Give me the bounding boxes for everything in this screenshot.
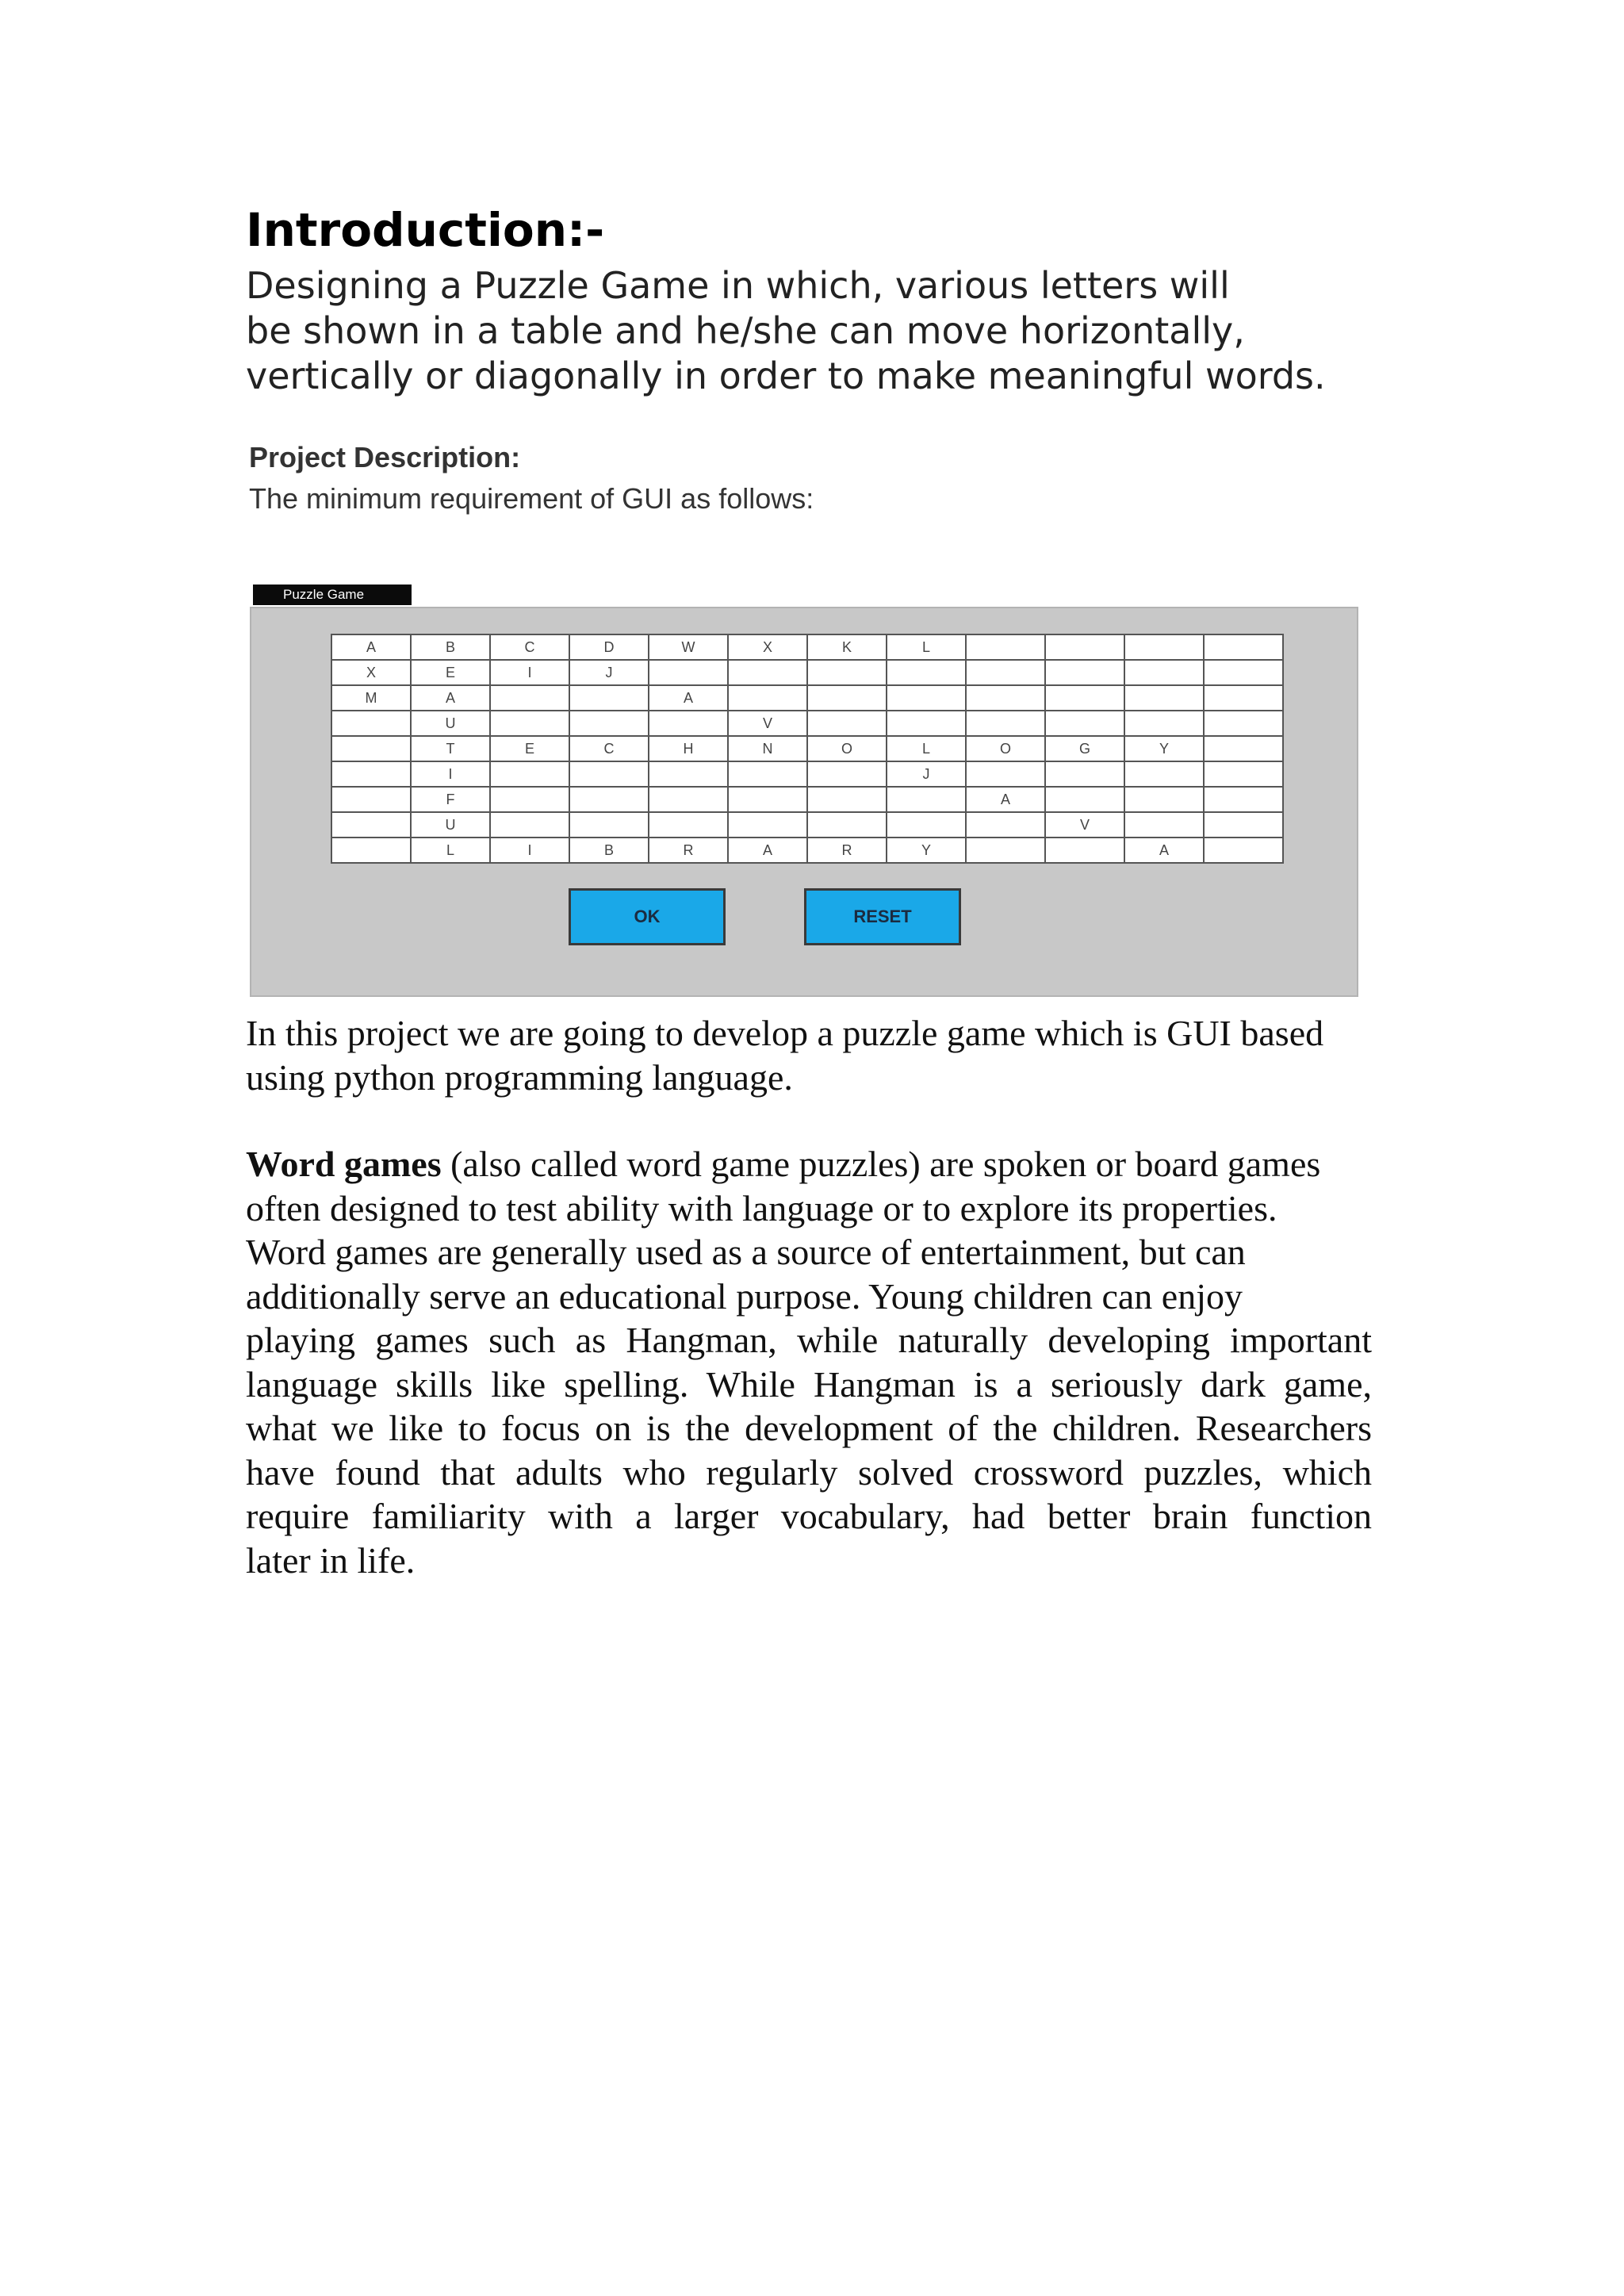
grid-row bbox=[331, 736, 1283, 761]
grid-row bbox=[331, 838, 1283, 863]
grid-cell[interactable]: A bbox=[1124, 838, 1204, 863]
grid-cell[interactable] bbox=[966, 761, 1045, 787]
grid-row bbox=[331, 761, 1283, 787]
grid-cell[interactable]: Y bbox=[1124, 736, 1204, 761]
grid-cell[interactable]: E bbox=[411, 660, 490, 685]
grid-cell[interactable] bbox=[807, 711, 887, 736]
grid-cell[interactable] bbox=[649, 711, 728, 736]
grid-cell[interactable] bbox=[1204, 838, 1283, 863]
grid-cell[interactable]: A bbox=[411, 685, 490, 711]
grid-cell[interactable]: A bbox=[331, 634, 411, 660]
grid-cell[interactable]: Y bbox=[887, 838, 966, 863]
grid-row bbox=[331, 685, 1283, 711]
puzzle-game-window bbox=[250, 583, 1358, 997]
grid-cell[interactable] bbox=[728, 787, 807, 812]
reset-button[interactable]: RESET bbox=[804, 888, 961, 945]
window-titlebar bbox=[250, 583, 1358, 607]
grid-cell[interactable]: C bbox=[569, 736, 649, 761]
grid-cell[interactable]: L bbox=[887, 736, 966, 761]
grid-cell[interactable]: O bbox=[807, 736, 887, 761]
grid-cell[interactable] bbox=[966, 711, 1045, 736]
grid-cell[interactable]: G bbox=[1045, 736, 1124, 761]
grid-cell[interactable] bbox=[649, 812, 728, 838]
grid-cell[interactable]: K bbox=[807, 634, 887, 660]
paragraph-line: have found that adults who regularly solved crossword puzzles, which bbox=[246, 1451, 1372, 1493]
grid-cell[interactable]: A bbox=[649, 685, 728, 711]
grid-cell[interactable] bbox=[569, 787, 649, 812]
grid-cell[interactable] bbox=[728, 812, 807, 838]
grid-cell[interactable] bbox=[331, 812, 411, 838]
grid-cell[interactable] bbox=[807, 660, 887, 685]
grid-cell[interactable]: I bbox=[490, 660, 569, 685]
grid-cell[interactable] bbox=[1045, 711, 1124, 736]
grid-cell[interactable] bbox=[331, 838, 411, 863]
introduction-heading: Introduction:- bbox=[246, 203, 605, 257]
grid-cell[interactable] bbox=[1204, 736, 1283, 761]
grid-cell[interactable]: E bbox=[490, 736, 569, 761]
grid-cell[interactable] bbox=[966, 812, 1045, 838]
paragraph-line: using python programming language. bbox=[246, 1056, 793, 1098]
grid-cell[interactable] bbox=[1204, 685, 1283, 711]
grid-cell[interactable] bbox=[1204, 787, 1283, 812]
intro-line: be shown in a table and he/she can move horizontally, bbox=[246, 309, 1245, 352]
paragraph-intro bbox=[246, 1011, 1372, 1099]
grid-cell[interactable] bbox=[1124, 787, 1204, 812]
grid-cell[interactable] bbox=[490, 812, 569, 838]
grid-cell[interactable] bbox=[490, 761, 569, 787]
grid-cell[interactable] bbox=[1045, 761, 1124, 787]
paragraph-line: Word games are generally used as a source of entertainment, but can bbox=[246, 1232, 1246, 1272]
grid-cell[interactable]: A bbox=[728, 838, 807, 863]
grid-row bbox=[331, 711, 1283, 736]
grid-cell[interactable] bbox=[1124, 685, 1204, 711]
grid-cell[interactable] bbox=[728, 685, 807, 711]
grid-cell[interactable] bbox=[1045, 660, 1124, 685]
grid-cell[interactable] bbox=[569, 685, 649, 711]
grid-cell[interactable] bbox=[887, 660, 966, 685]
grid-cell[interactable] bbox=[728, 660, 807, 685]
grid-cell[interactable]: F bbox=[411, 787, 490, 812]
grid-cell[interactable]: I bbox=[490, 838, 569, 863]
bold-term: Word games bbox=[246, 1144, 442, 1184]
grid-cell[interactable] bbox=[490, 711, 569, 736]
ok-button[interactable]: OK bbox=[569, 888, 726, 945]
grid-cell[interactable]: V bbox=[1045, 812, 1124, 838]
grid-cell[interactable] bbox=[966, 660, 1045, 685]
grid-cell[interactable] bbox=[1124, 711, 1204, 736]
grid-cell[interactable] bbox=[1045, 685, 1124, 711]
grid-cell[interactable]: N bbox=[728, 736, 807, 761]
grid-cell[interactable]: B bbox=[569, 838, 649, 863]
intro-line: Designing a Puzzle Game in which, various letters will bbox=[246, 264, 1230, 307]
grid-cell[interactable] bbox=[1045, 838, 1124, 863]
grid-cell[interactable] bbox=[887, 711, 966, 736]
grid-cell[interactable] bbox=[728, 761, 807, 787]
grid-cell[interactable] bbox=[887, 787, 966, 812]
grid-cell[interactable] bbox=[807, 787, 887, 812]
grid-cell[interactable] bbox=[807, 685, 887, 711]
grid-cell[interactable] bbox=[569, 711, 649, 736]
grid-cell[interactable] bbox=[490, 787, 569, 812]
paragraph-line: additionally serve an educational purpose. Young children can enjoy bbox=[246, 1275, 1243, 1317]
grid-cell[interactable] bbox=[1204, 812, 1283, 838]
project-description-subtitle: The minimum requirement of GUI as follows: bbox=[249, 482, 814, 515]
first-line-rest: (also called word game puzzles) are spoken or board games bbox=[441, 1144, 1321, 1184]
grid-cell[interactable] bbox=[331, 736, 411, 761]
grid-cell[interactable] bbox=[1204, 660, 1283, 685]
grid-cell[interactable]: R bbox=[649, 838, 728, 863]
paragraph-line bbox=[246, 1142, 1372, 1186]
paragraph-line: often designed to test ability with language or to explore its properties. bbox=[246, 1187, 1277, 1228]
grid-cell[interactable] bbox=[331, 711, 411, 736]
grid-cell[interactable] bbox=[1124, 634, 1204, 660]
grid-cell[interactable] bbox=[331, 761, 411, 787]
grid-cell[interactable] bbox=[649, 761, 728, 787]
grid-cell[interactable] bbox=[1124, 812, 1204, 838]
grid-cell[interactable]: V bbox=[728, 711, 807, 736]
window-title: Puzzle Game bbox=[253, 585, 412, 605]
grid-cell[interactable] bbox=[966, 838, 1045, 863]
introduction-text bbox=[246, 263, 1435, 399]
grid-cell[interactable] bbox=[1204, 761, 1283, 787]
grid-cell[interactable]: U bbox=[411, 812, 490, 838]
grid-cell[interactable] bbox=[569, 761, 649, 787]
grid-row bbox=[331, 634, 1283, 660]
grid-cell[interactable]: T bbox=[411, 736, 490, 761]
grid-cell[interactable]: O bbox=[966, 736, 1045, 761]
grid-cell[interactable] bbox=[331, 787, 411, 812]
grid-cell[interactable] bbox=[649, 787, 728, 812]
grid-cell[interactable]: W bbox=[649, 634, 728, 660]
grid-cell[interactable]: X bbox=[331, 660, 411, 685]
grid-cell[interactable]: B bbox=[411, 634, 490, 660]
grid-cell[interactable]: L bbox=[411, 838, 490, 863]
grid-cell[interactable]: I bbox=[411, 761, 490, 787]
grid-cell[interactable]: D bbox=[569, 634, 649, 660]
paragraph-line: require familiarity with a larger vocabulary, had better brain function bbox=[246, 1496, 1372, 1536]
grid-cell[interactable] bbox=[1045, 634, 1124, 660]
grid-cell[interactable] bbox=[966, 685, 1045, 711]
grid-row bbox=[331, 787, 1283, 812]
grid-cell[interactable] bbox=[649, 660, 728, 685]
paragraph-line: later in life. bbox=[246, 1539, 416, 1581]
grid-cell[interactable] bbox=[1124, 761, 1204, 787]
paragraph-line: playing games such as Hangman, while naturally developing important bbox=[246, 1320, 1372, 1360]
grid-cell[interactable] bbox=[807, 812, 887, 838]
grid-cell[interactable] bbox=[966, 634, 1045, 660]
grid-cell[interactable] bbox=[1124, 660, 1204, 685]
grid-cell[interactable] bbox=[887, 685, 966, 711]
grid-cell[interactable] bbox=[1045, 787, 1124, 812]
project-description-heading: Project Description: bbox=[249, 441, 521, 473]
paragraph-line: what we like to focus on is the development of the children. Researchers bbox=[246, 1408, 1372, 1448]
grid-cell[interactable] bbox=[887, 812, 966, 838]
grid-cell[interactable] bbox=[1204, 634, 1283, 660]
grid-cell[interactable]: H bbox=[649, 736, 728, 761]
grid-cell[interactable] bbox=[1204, 711, 1283, 736]
grid-cell[interactable]: U bbox=[411, 711, 490, 736]
grid-cell[interactable] bbox=[490, 685, 569, 711]
paragraph-word-games bbox=[246, 1142, 1372, 1582]
grid-row bbox=[331, 660, 1283, 685]
letter-grid bbox=[331, 634, 1284, 864]
grid-cell[interactable]: X bbox=[728, 634, 807, 660]
intro-line: vertically or diagonally in order to make meaningful words. bbox=[246, 355, 1326, 397]
grid-cell[interactable] bbox=[807, 761, 887, 787]
grid-cell[interactable]: M bbox=[331, 685, 411, 711]
paragraph-line: language skills like spelling. While Hangman is a seriously dark game, bbox=[246, 1363, 1372, 1405]
grid-cell[interactable]: C bbox=[490, 634, 569, 660]
grid-cell[interactable] bbox=[569, 812, 649, 838]
grid-cell[interactable]: J bbox=[887, 761, 966, 787]
grid-cell[interactable]: J bbox=[569, 660, 649, 685]
window-body bbox=[250, 607, 1358, 997]
paragraph-line: In this project we are going to develop a puzzle game which is GUI based bbox=[246, 1013, 1324, 1053]
grid-cell[interactable]: R bbox=[807, 838, 887, 863]
grid-cell[interactable]: L bbox=[887, 634, 966, 660]
grid-row bbox=[331, 812, 1283, 838]
grid-cell[interactable]: A bbox=[966, 787, 1045, 812]
